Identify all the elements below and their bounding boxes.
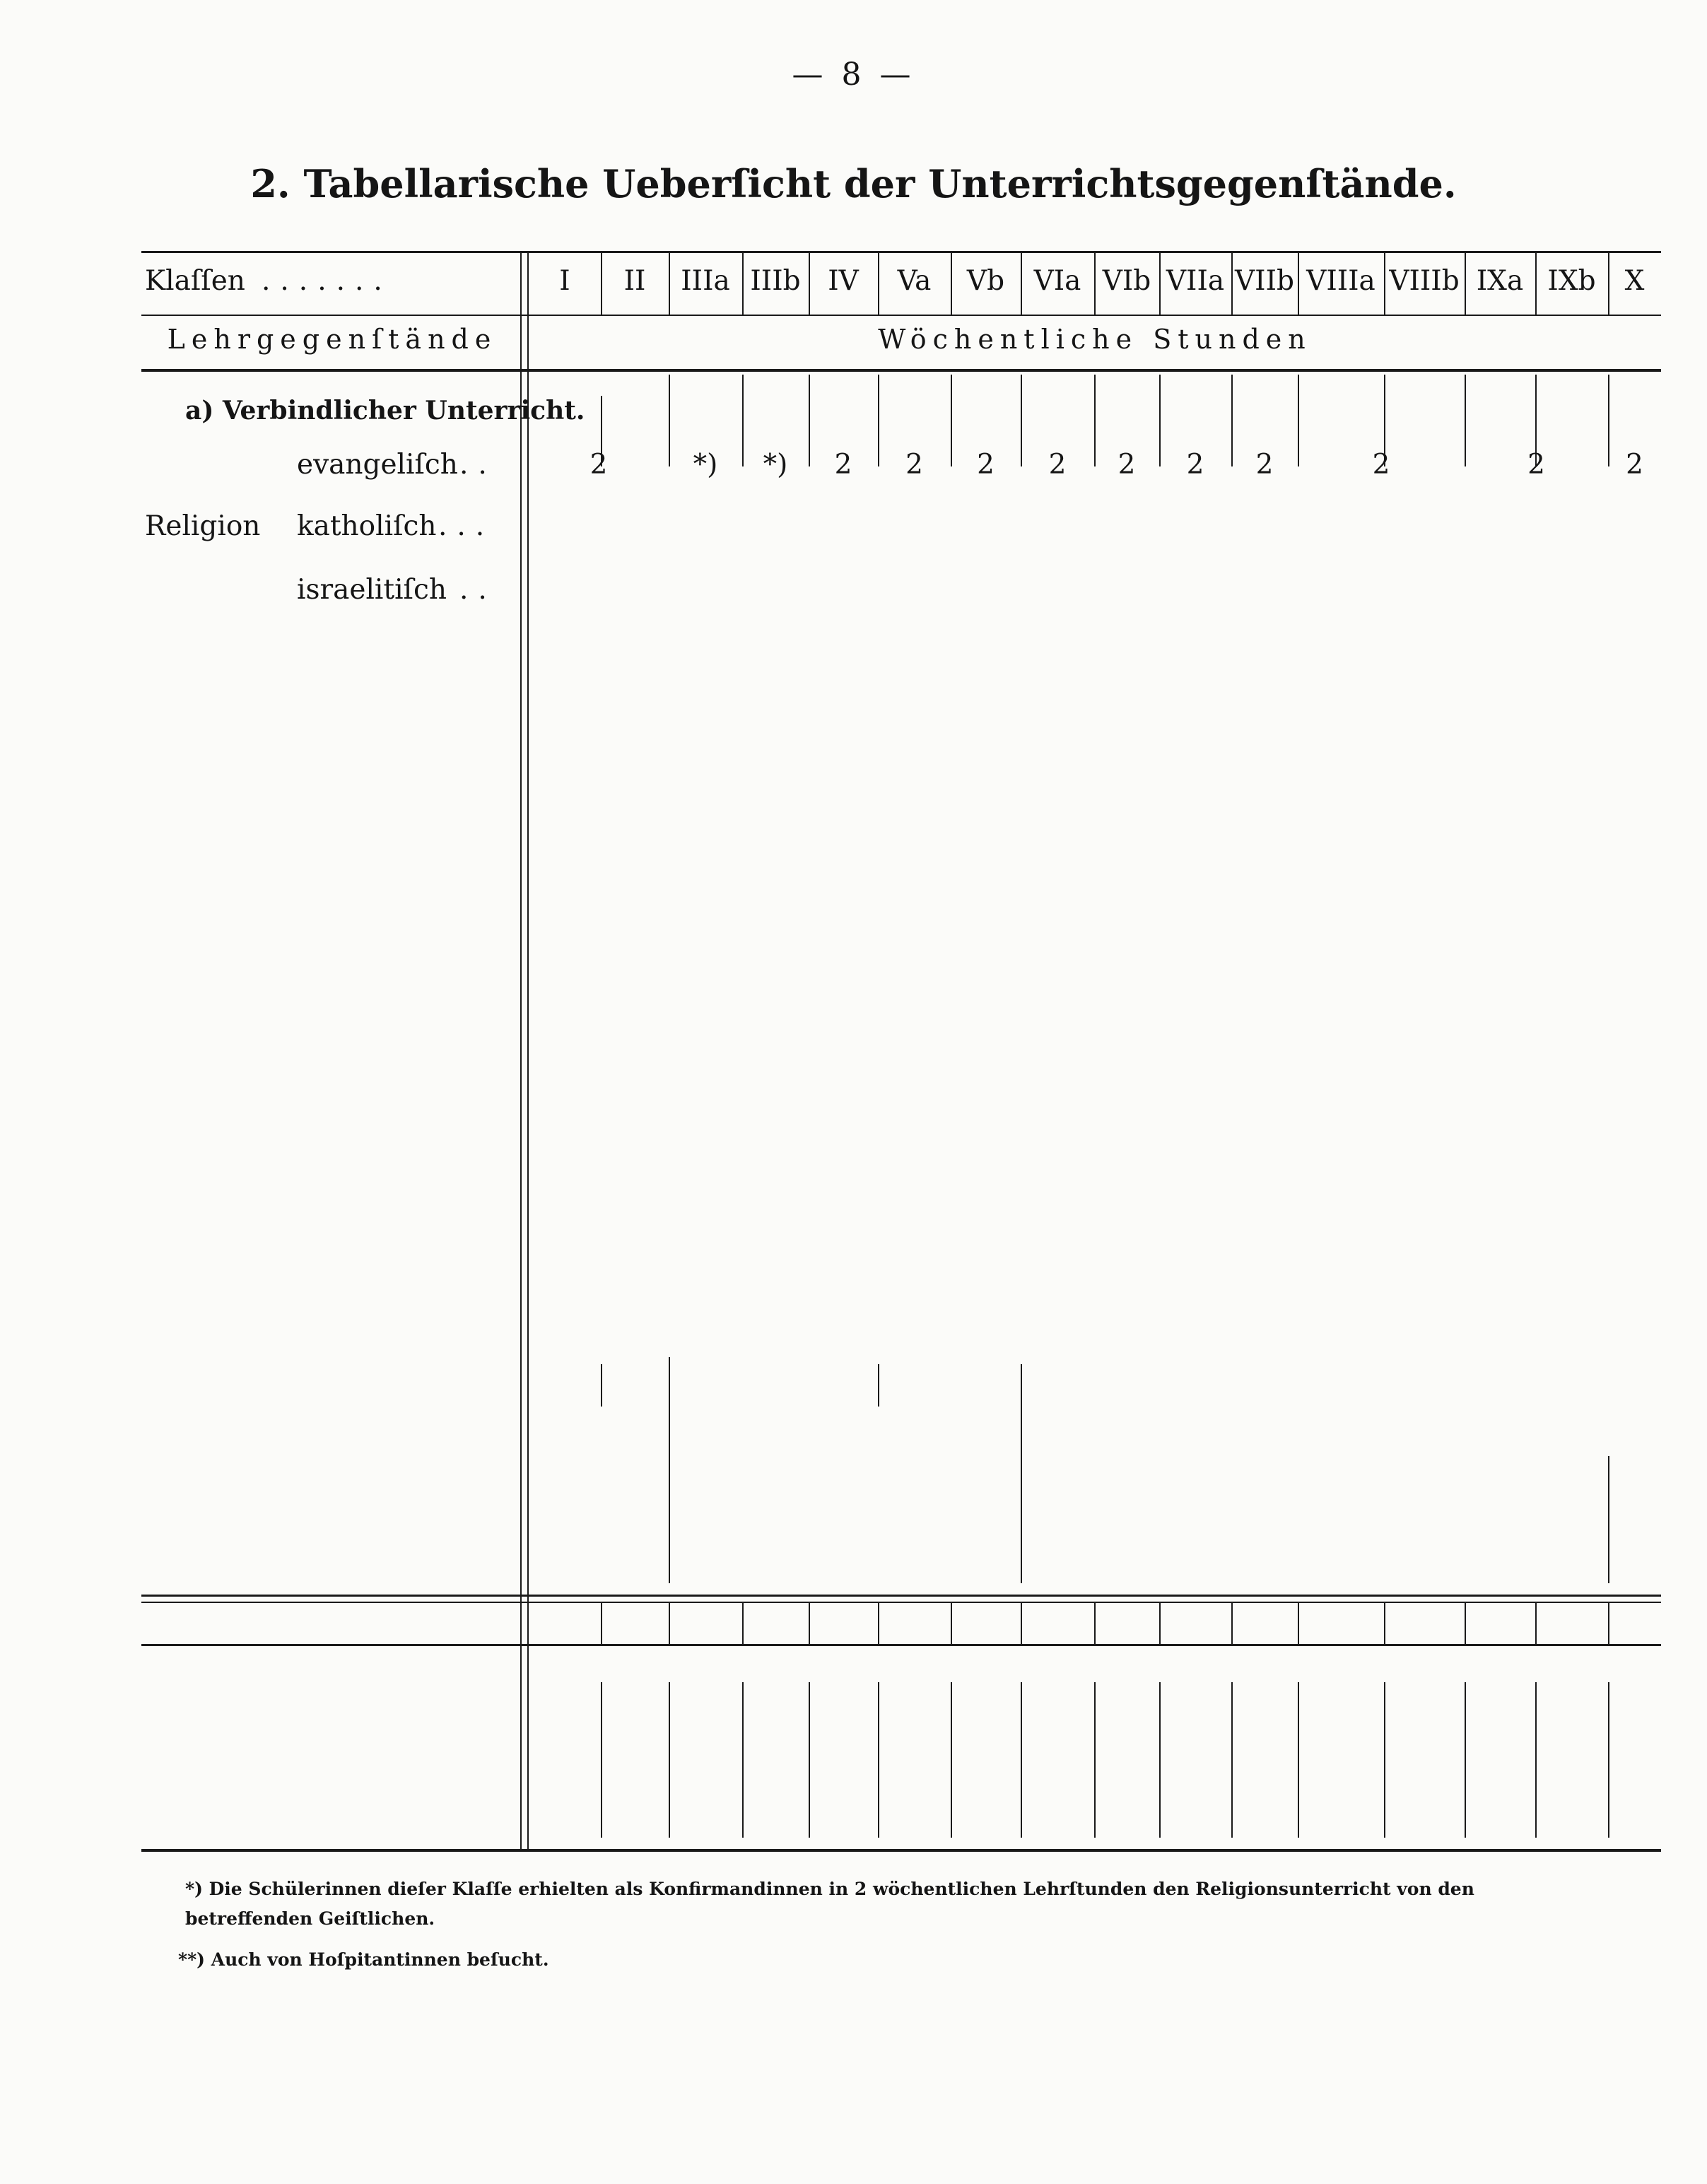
total-top-rule [141, 1595, 1661, 1597]
evangelisch-cell: 2 [1186, 449, 1204, 481]
total-bottom-rule [141, 1644, 1661, 1646]
footnote-1: *) Die Schülerinnen dieſer Klaſſe erhielten als Konfirmandinnen in 2 wöchentlichen Lehrſtunden den Religionsunterricht von den betreffenden Geiſtlichen. [185, 1879, 1474, 1929]
total-column-rule [669, 1602, 670, 1644]
class-viib-header: VIIb [1235, 265, 1294, 297]
optional-column-rule [1298, 1682, 1299, 1838]
header-divider [141, 315, 1661, 316]
class-iiib-header: IIIb [750, 265, 801, 297]
optional-column-rule [1094, 1682, 1096, 1838]
class-via-header: VIa [1033, 265, 1081, 297]
optional-column-rule [1231, 1682, 1233, 1838]
total-column-rule [1384, 1602, 1385, 1644]
optional-column-rule [1608, 1682, 1609, 1838]
class-va-header: Va [897, 265, 932, 297]
evangelisch-i-ii: 2 [589, 449, 608, 481]
total-top-rule-2 [141, 1602, 1661, 1603]
optional-column-rule [1021, 1682, 1022, 1838]
class-viiib-header: VIIIb [1389, 265, 1460, 297]
total-column-rule [1021, 1602, 1022, 1644]
optional-column-rule [742, 1682, 744, 1838]
body-column-rule [1021, 1364, 1022, 1583]
total-column-rule [809, 1602, 810, 1644]
section-a-heading: a) Verbindlicher Unterricht. [185, 396, 585, 425]
header-bottom-rule [141, 369, 1661, 372]
total-column-rule [878, 1602, 879, 1644]
label-bar [520, 251, 522, 1849]
evangelisch-cell: 2 [1048, 449, 1067, 481]
evangelisch-cell: 2 [1118, 449, 1136, 481]
class-ixa-header: IXa [1476, 265, 1524, 297]
optional-column-rule [951, 1682, 952, 1838]
total-column-rule [742, 1602, 744, 1644]
class-iiia-header: IIIa [681, 265, 730, 297]
total-column-rule [1231, 1602, 1233, 1644]
leader-dots: .. [459, 449, 497, 481]
class-viiia-header: VIIIa [1306, 265, 1375, 297]
optional-column-rule [669, 1682, 670, 1838]
page-title: 2. Tabellarische Ueberſicht der Unterrichtsgegenſtände. [250, 161, 1457, 206]
optional-column-rule [1535, 1682, 1537, 1838]
class-ixb-header: IXb [1547, 265, 1596, 297]
evangelisch-iiib: *) [763, 449, 788, 481]
class-viia-header: VIIa [1166, 265, 1225, 297]
katholisch-label: katholiſch [297, 510, 437, 542]
evangelisch-viii: 2 [1372, 449, 1390, 481]
evangelisch-x: 2 [1626, 449, 1643, 481]
optional-column-rule [1384, 1682, 1385, 1838]
optional-column-rule [601, 1682, 602, 1838]
evangelisch-label: evangeliſch [297, 449, 458, 481]
class-ii-header: II [623, 265, 646, 297]
total-column-rule [1608, 1602, 1609, 1644]
evangelisch-cell: 2 [905, 449, 923, 481]
evangelisch-cell: 2 [1255, 449, 1274, 481]
total-column-rule [951, 1602, 952, 1644]
evangelisch-ix: 2 [1527, 449, 1545, 481]
class-vib-header: VIb [1102, 265, 1151, 297]
table-bottom-rule [141, 1849, 1661, 1852]
religion-label: Religion [145, 510, 261, 542]
top-rule [141, 251, 1661, 253]
leader-dots: ....... [262, 265, 392, 297]
total-column-rule [601, 1602, 602, 1644]
class-i-header: I [559, 265, 570, 297]
optional-column-rule [809, 1682, 810, 1838]
optional-column-rule [1159, 1682, 1161, 1838]
total-column-rule [1535, 1602, 1537, 1644]
class-x-header: X [1624, 265, 1645, 297]
body-column-rule [878, 1364, 879, 1407]
class-iv-header: IV [828, 265, 859, 297]
optional-column-rule [878, 1682, 879, 1838]
leader-dots: ... [438, 510, 495, 542]
evangelisch-cell: 2 [834, 449, 852, 481]
body-column-rule [669, 1357, 670, 1583]
page-number: — 8 — [792, 57, 915, 93]
total-column-rule [1094, 1602, 1096, 1644]
total-column-rule [1465, 1602, 1466, 1644]
evangelisch-iiia: *) [693, 449, 718, 481]
optional-column-rule [1465, 1682, 1466, 1838]
lehrgegenstaende-label: Lehrgegenſtände [167, 324, 498, 355]
klassen-label: Klaſſen [145, 265, 245, 297]
israelitisch-label: israelitiſch [297, 574, 447, 606]
evangelisch-cell: 2 [977, 449, 995, 481]
woechentliche-stunden-label: Wöchentliche Stunden [878, 324, 1312, 355]
footnote-2: **) Auch von Hoſpitantinnen beſucht. [178, 1949, 549, 1970]
total-column-rule [1159, 1602, 1161, 1644]
class-vb-header: Vb [966, 265, 1005, 297]
body-column-rule [1608, 1456, 1609, 1583]
body-column-rule [601, 1364, 602, 1407]
label-bar-2 [527, 251, 529, 1849]
leader-dots: .. [459, 574, 497, 606]
total-column-rule [1298, 1602, 1299, 1644]
